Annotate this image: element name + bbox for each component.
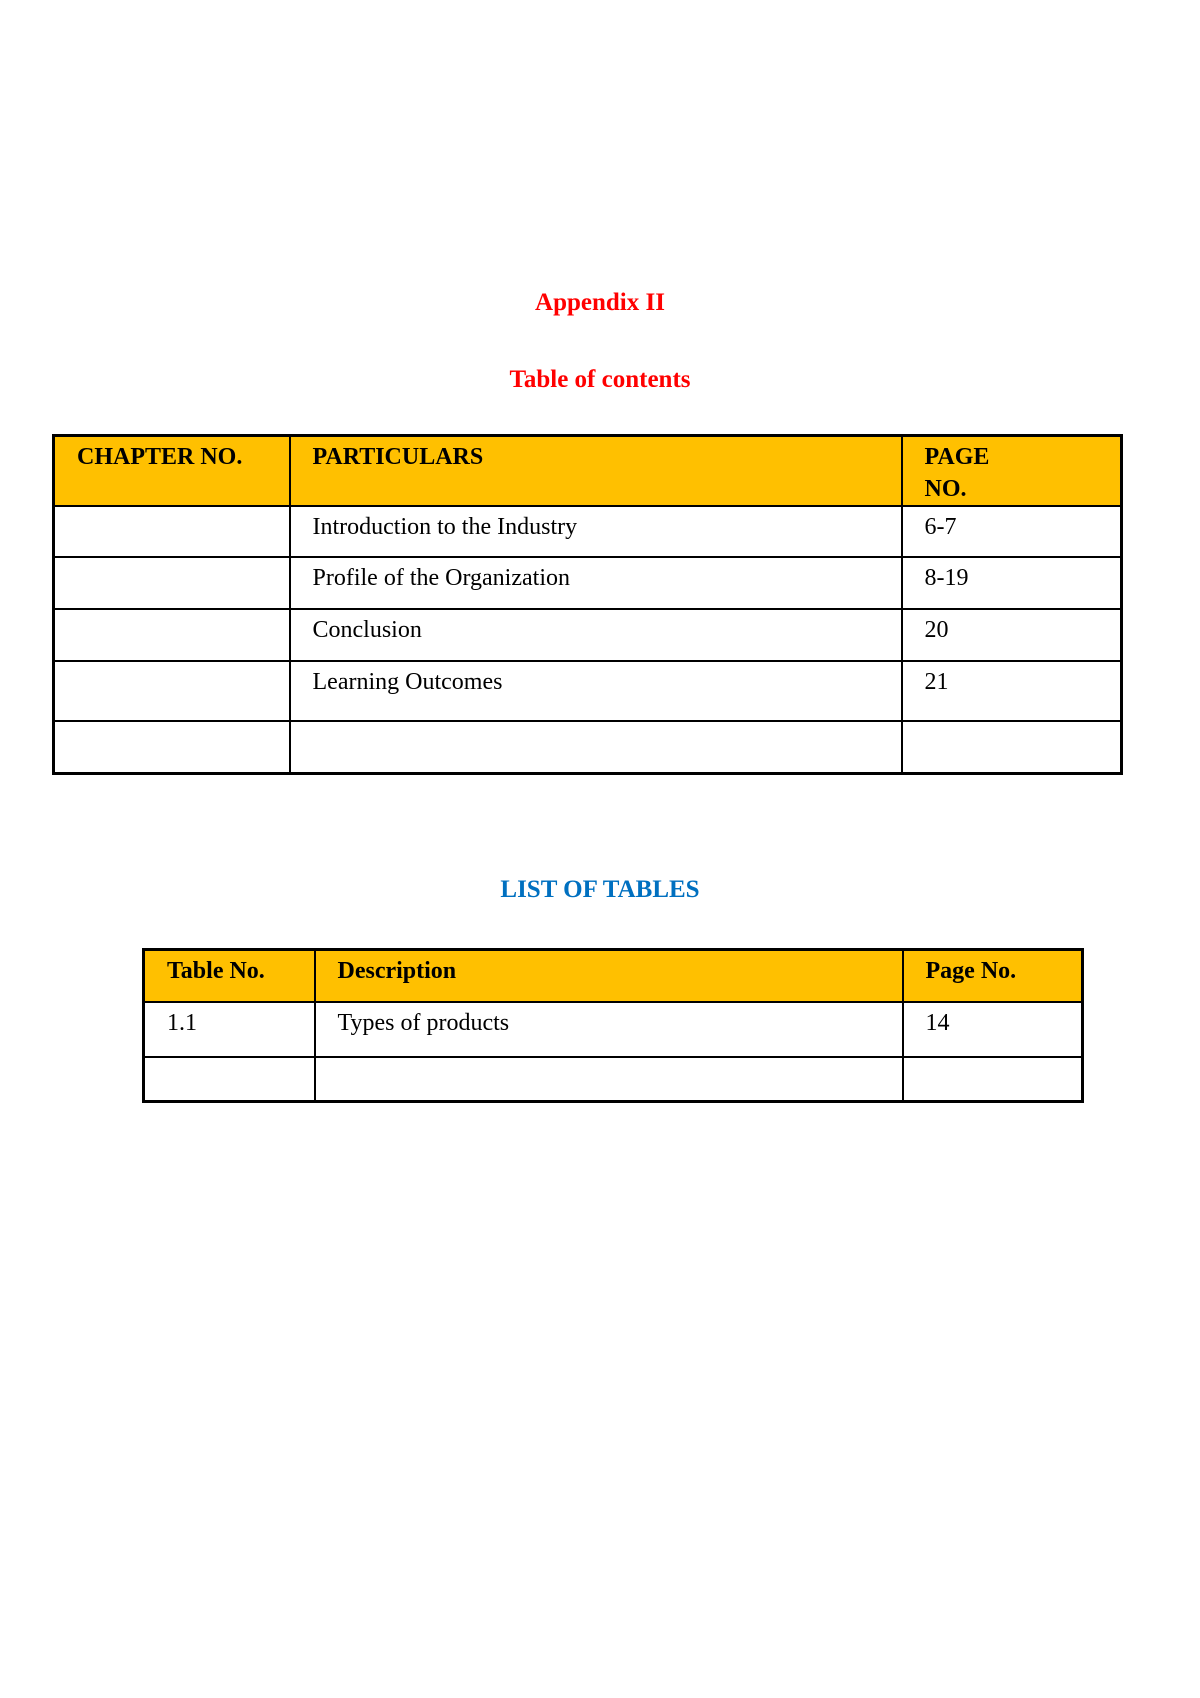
toc-chapter-cell — [54, 506, 290, 557]
toc-page-cell: 6-7 — [902, 506, 1122, 557]
toc-chapter-cell — [54, 721, 290, 773]
lot-page-cell: 14 — [903, 1002, 1083, 1057]
lot-row — [144, 1002, 1083, 1057]
toc-header-particulars: PARTICULARS — [290, 436, 902, 507]
lot-table-no-cell: 1.1 — [144, 1002, 315, 1057]
toc-title: Table of contents — [509, 366, 691, 393]
lot-header-page-no: Page No. — [903, 950, 1083, 1002]
toc-header-page: PAGE NO. — [902, 436, 1122, 507]
toc-particulars-cell: Learning Outcomes — [290, 661, 902, 721]
lot-row — [144, 1057, 1083, 1102]
toc-particulars-cell: Introduction to the Industry — [290, 506, 902, 557]
toc-page-cell: 8-19 — [902, 557, 1122, 609]
appendix-title: Appendix II — [535, 289, 665, 316]
toc-chapter-cell — [54, 661, 290, 721]
lot-header-row — [144, 950, 1083, 1002]
table-of-contents — [52, 434, 1123, 775]
toc-particulars-cell: Conclusion — [290, 609, 902, 661]
lot-header-description: Description — [315, 950, 903, 1002]
toc-header-chapter: CHAPTER NO. — [54, 436, 290, 507]
lot-description-cell — [315, 1057, 903, 1102]
toc-particulars-cell: Profile of the Organization — [290, 557, 902, 609]
toc-chapter-cell — [54, 609, 290, 661]
list-of-tables — [142, 948, 1084, 1103]
lot-table-no-cell — [144, 1057, 315, 1102]
toc-row — [54, 557, 1122, 609]
lot-description-cell: Types of products — [315, 1002, 903, 1057]
toc-row — [54, 661, 1122, 721]
lot-page-cell — [903, 1057, 1083, 1102]
toc-row — [54, 721, 1122, 773]
toc-particulars-cell — [290, 721, 902, 773]
toc-row — [54, 609, 1122, 661]
toc-row — [54, 506, 1122, 557]
toc-page-cell: 21 — [902, 661, 1122, 721]
toc-header-row — [54, 436, 1122, 507]
lot-header-table-no: Table No. — [144, 950, 315, 1002]
toc-page-cell: 20 — [902, 609, 1122, 661]
list-of-tables-title: LIST OF TABLES — [500, 876, 700, 903]
toc-page-cell — [902, 721, 1122, 773]
toc-chapter-cell — [54, 557, 290, 609]
